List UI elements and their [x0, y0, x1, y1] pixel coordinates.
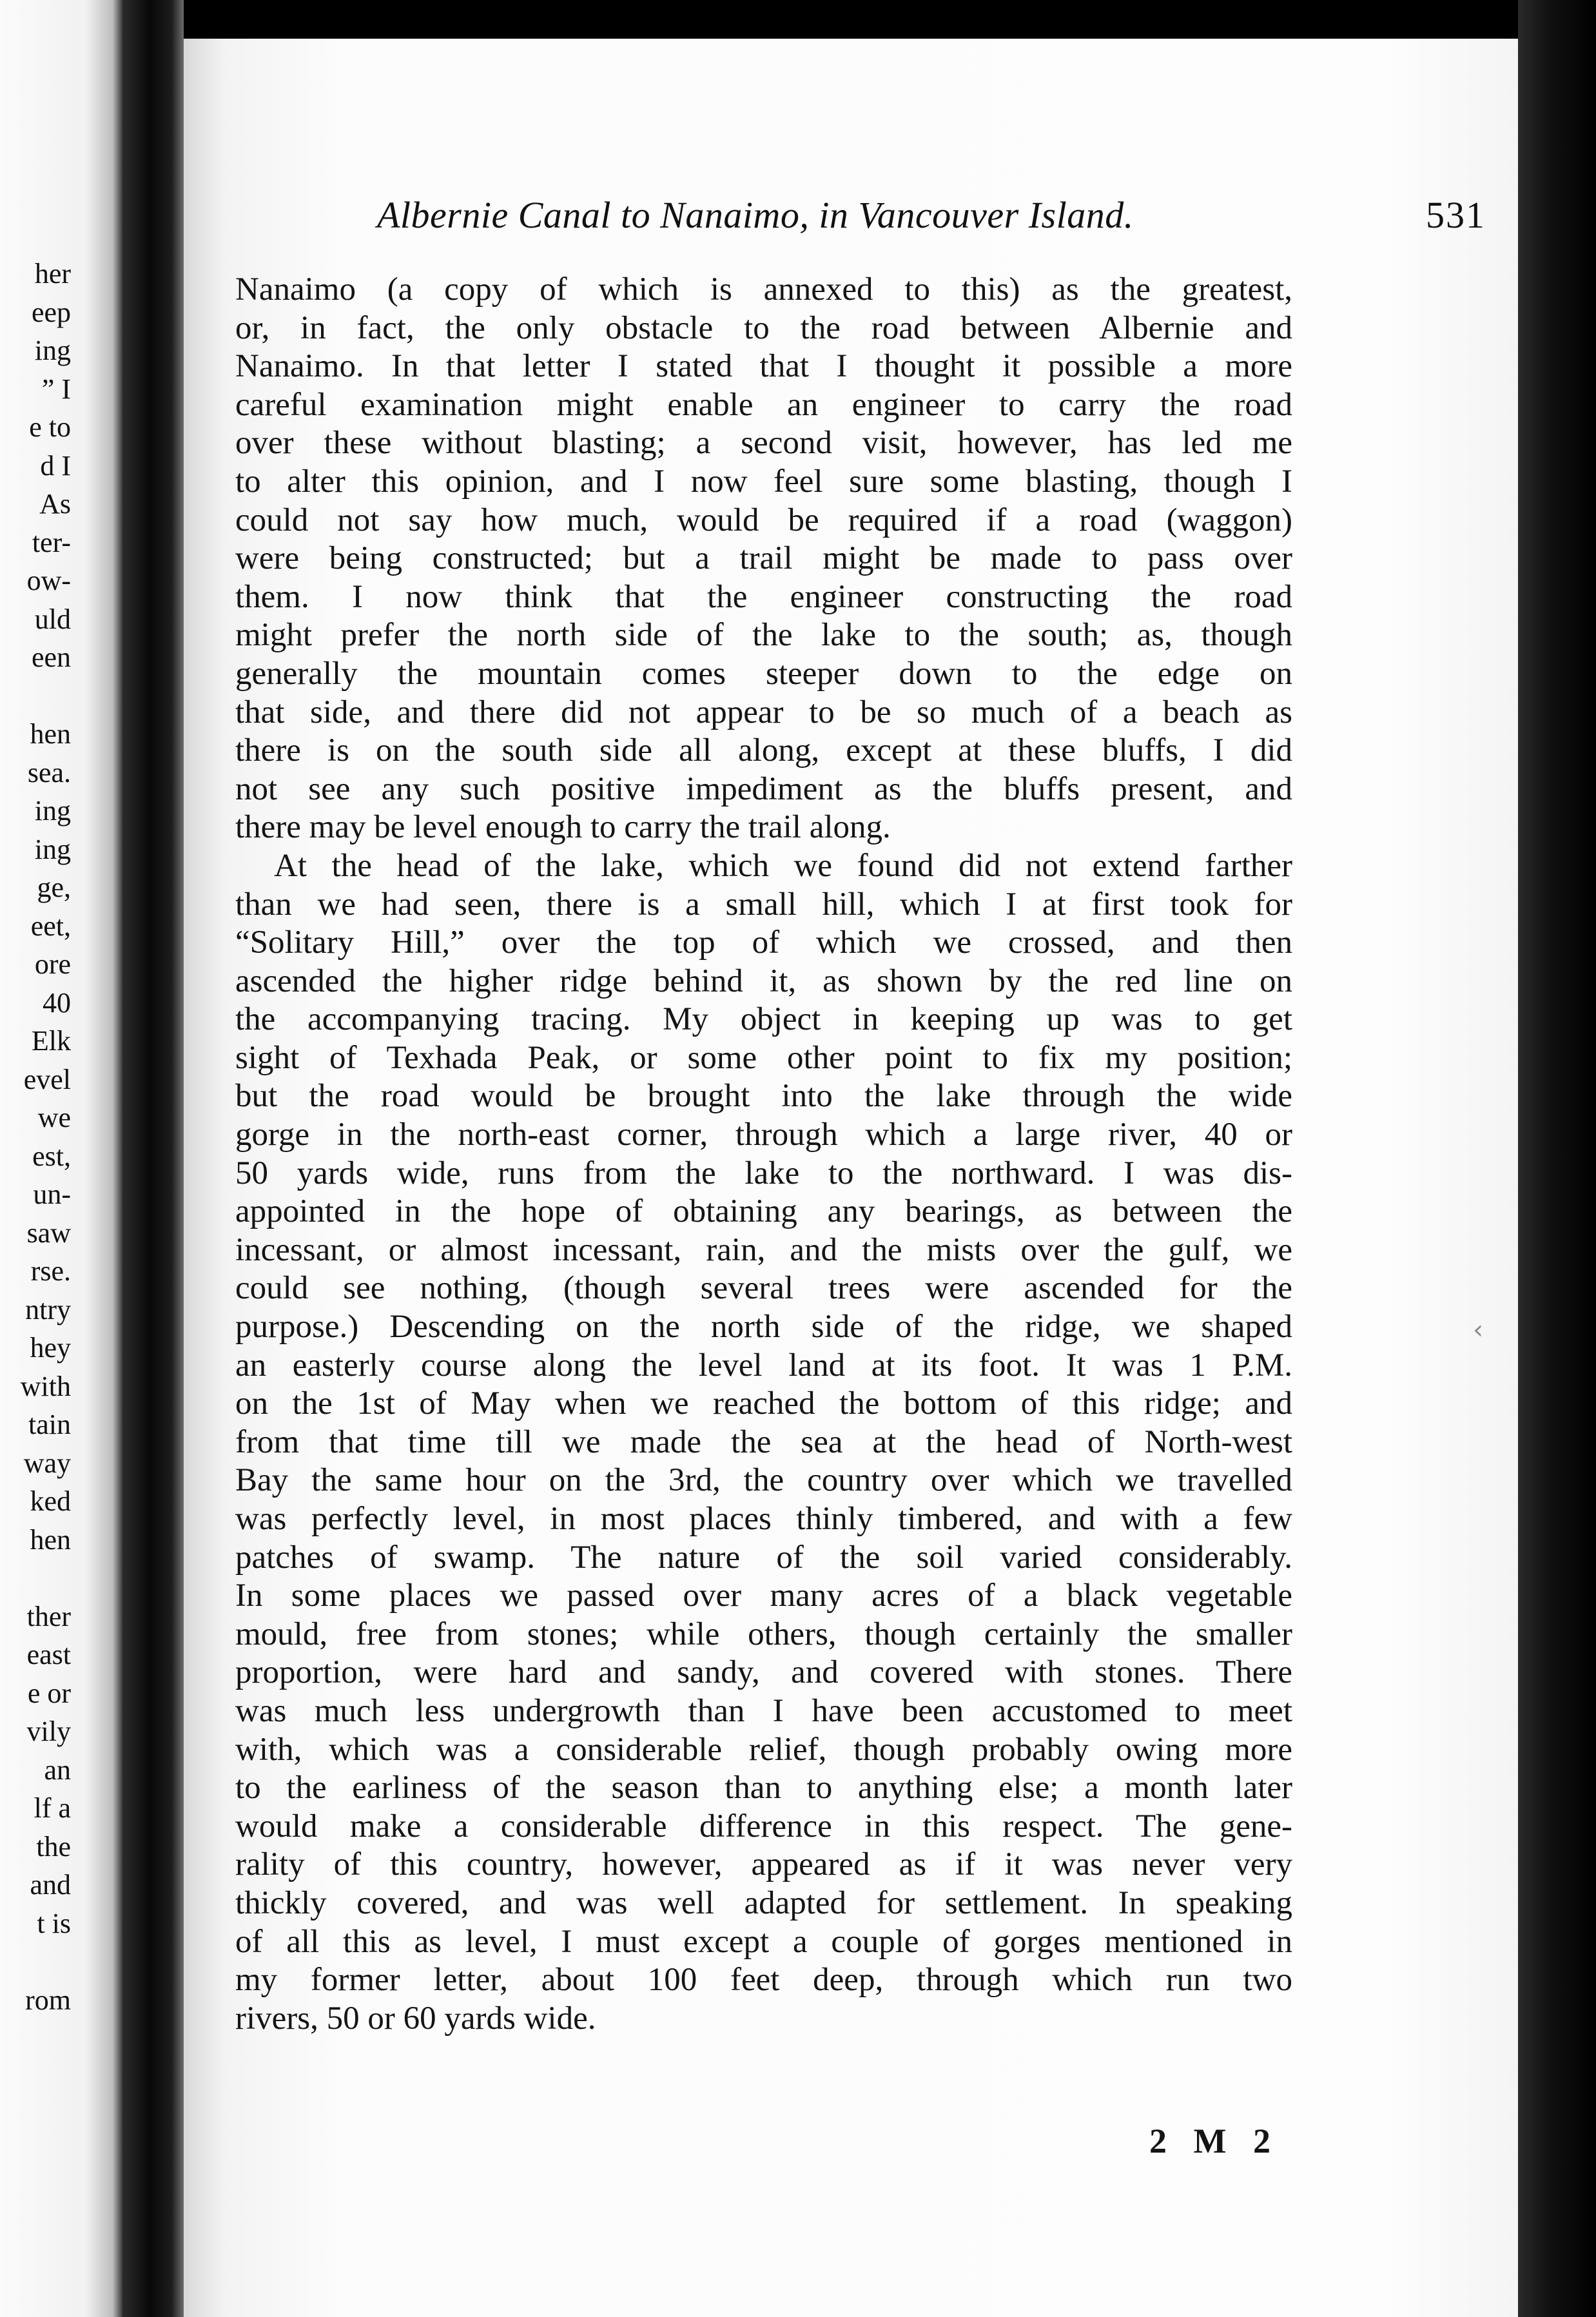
left-page-fragment: evel [23, 1063, 71, 1095]
text-line: Nanaimo. In that letter I stated that I thought it possible a more [235, 348, 1292, 385]
text-line: gorge in the north-east corner, through which a large river, 40 or [235, 1117, 1292, 1153]
text-line: that side, and there did not appear to be so much of a beach as [235, 694, 1292, 730]
left-page-fragment: d I [40, 449, 71, 482]
text-line: than we had seen, there is a small hill, which I at first took for [235, 886, 1292, 923]
text-line: ascended the higher ridge behind it, as shown by the red line on [235, 963, 1292, 999]
left-page-fragment: with [20, 1370, 71, 1402]
text-line: of all this as level, I must except a couple of gorges mentioned in [235, 1923, 1292, 1960]
text-line: Nanaimo (a copy of which is annexed to this) as the greatest, [235, 271, 1292, 308]
text-line: rivers, 50 or 60 yards wide. [235, 2000, 596, 2037]
text-line: “Solitary Hill,” over the top of which we crossed, and then [235, 924, 1292, 961]
left-page-fragment: t is [37, 1907, 71, 1939]
text-line: mould, free from stones; while others, though certainly the smaller [235, 1616, 1292, 1652]
left-page-fragment: an [44, 1754, 71, 1786]
text-line: proportion, were hard and sandy, and covered with stones. There [235, 1654, 1292, 1691]
text-line: there may be level enough to carry the trail along. [235, 809, 891, 846]
left-page-fragment: rse. [30, 1255, 71, 1287]
text-line: generally the mountain comes steeper down to the edge on [235, 655, 1292, 692]
left-page-fragment: ore [34, 948, 71, 980]
text-line: rality of this country, however, appeared as if it was never very [235, 1846, 1292, 1883]
page-header [377, 193, 1486, 245]
left-page-fragment: e or [27, 1677, 71, 1709]
left-page-fragment: ing [34, 335, 71, 366]
text-line: purpose.) Descending on the north side of the ridge, we shaped [235, 1309, 1292, 1345]
left-page-fragment: ge, [37, 872, 71, 903]
text-line: the accompanying tracing. My object in keeping up was to get [235, 1001, 1292, 1038]
text-line: from that time till we made the sea at the head of North-west [235, 1423, 1292, 1460]
text-line: sight of Texhada Peak, or some other point to fix my position; [235, 1039, 1292, 1076]
text-line: my former letter, about 100 feet deep, through which run two [235, 1962, 1292, 1999]
page-number: 531 [1426, 194, 1486, 236]
left-page-fragment [0, 677, 71, 716]
running-head: Albernie Canal to Nanaimo, in Vancouver Island. [377, 194, 1134, 236]
left-page-fragment: As [39, 488, 71, 520]
text-line: not see any such positive impediment as the bluffs present, and [235, 770, 1292, 807]
left-page-fragment: ther [26, 1600, 71, 1632]
book-gutter [122, 0, 184, 2317]
left-page-fragment: the [36, 1830, 71, 1862]
text-line: them. I now think that the engineer constructing the road [235, 578, 1292, 615]
signature-mark: 2 M 2 [1149, 2122, 1280, 2160]
text-line: to alter this opinion, and I now feel sure some blasting, though I [235, 463, 1292, 500]
text-line: on the 1st of May when we reached the bottom of this ridge; and [235, 1385, 1292, 1422]
left-page-fragment: saw [26, 1217, 71, 1249]
left-facing-page [0, 0, 122, 2317]
left-page-fragment: hey [30, 1332, 71, 1364]
text-line: At the head of the lake, which we found did not extend farther [274, 847, 1292, 884]
text-line: over these without blasting; a second visit, however, has led me [235, 425, 1292, 462]
left-page-text-fragments [0, 255, 71, 2019]
left-page-fragment: eep [31, 296, 71, 328]
left-page-fragment: way [23, 1447, 71, 1479]
left-page-fragment [0, 1559, 71, 1598]
left-page-fragment: un- [33, 1178, 71, 1210]
left-page-fragment: 40 [43, 986, 71, 1019]
left-page-fragment: sea. [27, 756, 71, 788]
text-line: appointed in the hope of obtaining any bearings, as between the [235, 1193, 1292, 1230]
text-line: there is on the south side all along, except at these bluffs, I did [235, 732, 1292, 769]
left-page-fragment [0, 1942, 71, 1981]
text-line: could see nothing, (though several trees were ascended for the [235, 1270, 1292, 1307]
text-line: with, which was a considerable relief, though probably owing more [235, 1731, 1292, 1768]
text-line: was much less undergrowth than I have been accustomed to meet [235, 1692, 1292, 1729]
left-page-fragment: ” I [41, 373, 71, 405]
left-page-fragment: ked [30, 1485, 71, 1517]
body-text [235, 271, 1292, 2038]
text-line: patches of swamp. The nature of the soil varied considerably. [235, 1539, 1292, 1576]
text-line: could not say how much, would be required if a road (waggon) [235, 502, 1292, 538]
left-page-fragment: tain [28, 1409, 71, 1440]
margin-mark: ‹ [1473, 1315, 1483, 1345]
left-page-fragment: eet, [30, 910, 71, 942]
left-page-fragment: Elk [31, 1025, 71, 1057]
text-line: Bay the same hour on the 3rd, the country over which we travelled [235, 1462, 1292, 1499]
left-page-fragment: est, [32, 1140, 71, 1172]
left-page-fragment: and [30, 1869, 71, 1901]
right-book-edge [1518, 0, 1596, 2317]
text-line: were being constructed; but a trail might be made to pass over [235, 540, 1292, 577]
left-page-fragment: hen [30, 718, 71, 750]
text-line: incessant, or almost incessant, rain, and the mists over the gulf, we [235, 1231, 1292, 1268]
text-line: to the earliness of the season than to anything else; a month later [235, 1770, 1292, 1806]
text-line: In some places we passed over many acres of a black vegetable [235, 1578, 1292, 1614]
left-page-fragment: rom [25, 1984, 71, 2016]
left-page-fragment: ntry [25, 1293, 71, 1325]
left-page-fragment: her [34, 258, 71, 289]
left-page-fragment: east [26, 1639, 71, 1670]
text-line: careful examination might enable an engineer to carry the road [235, 386, 1292, 423]
left-page-fragment: uld [34, 603, 71, 635]
left-page-fragment: hen [30, 1523, 71, 1556]
text-line: an easterly course along the level land at its foot. It was 1 P.M. [235, 1347, 1292, 1383]
text-line: would make a considerable difference in this respect. The gene- [235, 1808, 1292, 1844]
text-line: was perfectly level, in most places thinly timbered, and with a few [235, 1501, 1292, 1537]
left-page-fragment: vily [26, 1716, 71, 1747]
page-531 [184, 39, 1518, 2317]
text-line: but the road would be brought into the lake through the wide [235, 1078, 1292, 1115]
left-page-fragment: ter- [32, 526, 71, 558]
left-page-fragment: we [37, 1102, 71, 1133]
text-line: or, in fact, the only obstacle to the road between Albernie and [235, 309, 1292, 346]
text-line: thickly covered, and was well adapted for settlement. In speaking [235, 1884, 1292, 1921]
left-page-fragment: lf a [34, 1792, 71, 1824]
left-page-fragment: ing [34, 833, 71, 865]
text-line: might prefer the north side of the lake to the south; as, though [235, 617, 1292, 654]
left-page-fragment: een [31, 641, 71, 673]
left-page-fragment: e to [29, 411, 71, 443]
text-line: 50 yards wide, runs from the lake to the northward. I was dis- [235, 1155, 1292, 1191]
left-page-fragment: ing [34, 795, 71, 826]
left-page-fragment: ow- [26, 565, 71, 596]
